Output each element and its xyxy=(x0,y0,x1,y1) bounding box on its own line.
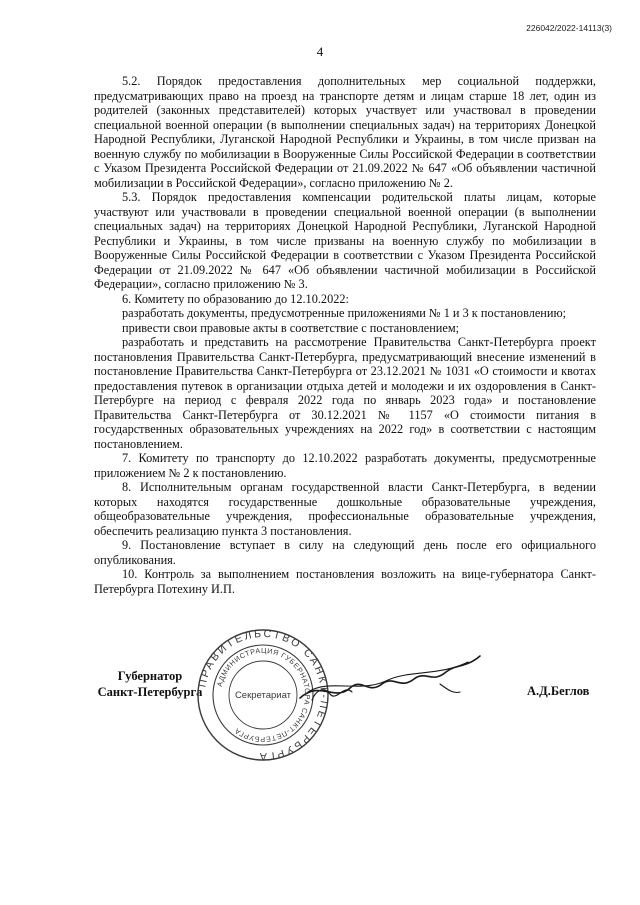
signatory-title xyxy=(94,668,206,700)
document-id: 226042/2022-14113(3) xyxy=(526,23,612,33)
paragraph-6-item-3: разработать и представить на рассмотрение Правительства Санкт-Петербурга проект постановления Правительства Санкт-Петербурга, предусматривающий внесение изменений в постановление Правительства Санкт-Петербурга от 23.12.2021 № 1031 «О стоимости и квотах предоставления путевок в организации отдыха детей и молодежи и их оздоровления в Санкт-Петербурге на период с февраля 2022 года по январь 2023 года» и постановление Правительства Санкт-Петербурга от 30.12.2021 № 1157 «О стоимости питания в государственных образовательных учреждениях на 2022 год» в соответствии с настоящим постановлением. xyxy=(94,335,596,451)
paragraph-10: 10. Контроль за выполнением постановления возложить на вице-губернатора Санкт-Петербурга Потехину И.П. xyxy=(94,567,596,596)
paragraph-6-item-1: разработать документы, предусмотренные приложениями № 1 и 3 к постановлению; xyxy=(122,306,567,320)
signatory-title-line1: Губернатор xyxy=(117,669,183,683)
paragraph-6: 6. Комитету по образованию до 12.10.2022: xyxy=(122,291,349,306)
handwritten-signature xyxy=(290,650,490,710)
paragraph-5-3: 5.3. Порядок предоставления компенсации родительской платы лицам, которые участвуют или участвовали в проведении специальной военной операции (в выполнении специальных задач) на территориях Донецкой Народной Республики, Луганской Народной Республики и Украины, в том числе призваны на военную службу по мобилизации в Вооруженные Силы Российской Федерации в соответствии с Указом Президента Российской Федерации от 21.09.2022 № 647 «Об объявлении частичной мобилизации в Российской Федерации», согласно приложению № 3. xyxy=(94,190,596,291)
seal-inner-text: АДМИНИСТРАЦИЯ ГУБЕРНАТОРА САНКТ-ПЕТЕРБУРГА xyxy=(214,645,313,745)
document-body xyxy=(94,74,596,596)
seal-outer-text: ПРАВИТЕЛЬСТВО САНКТ-ПЕТЕРБУРГА xyxy=(196,628,330,762)
signatory-name: А.Д.Беглов xyxy=(527,684,590,698)
paragraph-6-item-2: привести свои правовые акты в соответствие с постановлением; xyxy=(122,320,460,335)
paragraph-7: 7. Комитету по транспорту до 12.10.2022 разработать документы, предусмотренные приложением № 2 к постановлению. xyxy=(94,451,596,480)
paragraph-9: 9. Постановление вступает в силу на следующий день после его официального опубликования. xyxy=(94,538,596,567)
paragraph-5-2: 5.2. Порядок предоставления дополнительных мер социальной поддержки, предусматривающих право на проезд на транспорте детям и лицам старше 18 лет, один из родителей (законных представителей) которых участвует или участвовал в проведении специальной военной операции (в выполнении специальных задач) на территориях Донецкой Народной Республики, Луганской Народной Республики и Украины, в том числе призван на военную службу по мобилизации в Вооруженные Силы Российской Федерации в соответствии с Указом Президента Российской Федерации от 21.09.2022 № 647 «Об объявлении частичной мобилизации в Российской Федерации», согласно приложению № 2. xyxy=(94,74,596,190)
page-number: 4 xyxy=(316,44,324,59)
signatory-title-line2: Санкт-Петербурга xyxy=(97,685,203,699)
paragraph-8: 8. Исполнительным органам государственной власти Санкт-Петербурга, в ведении которых находятся государственные дошкольные образовательные учреждения, общеобразовательные учреждения, профессиональные образовательные учреждения, обеспечить реализацию пункта 3 постановления. xyxy=(94,480,596,538)
seal-center-text: Секретариат xyxy=(234,690,292,701)
